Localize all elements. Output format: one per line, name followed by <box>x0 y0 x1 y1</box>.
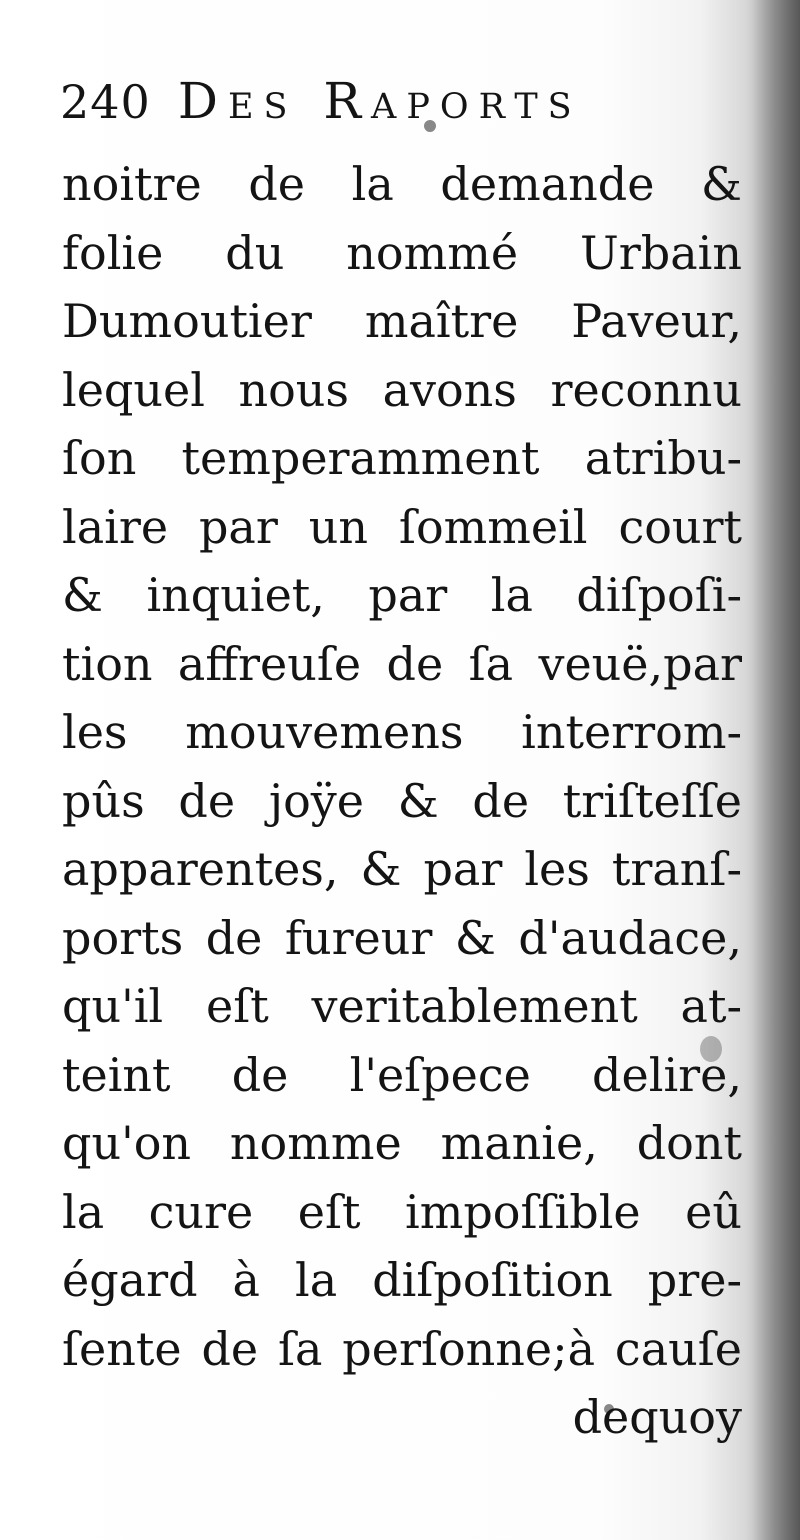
running-title: Des Raports <box>177 72 582 130</box>
body-text <box>62 150 742 1452</box>
text-line: apparentes, & par les tranſ- <box>62 842 742 896</box>
running-head <box>60 72 660 142</box>
text-line: la cure eſt impoſſible eû <box>62 1184 742 1239</box>
text-line: lequel nous avons reconnu <box>62 362 742 417</box>
text-line: Dumoutier maître Paveur, <box>62 294 742 348</box>
text-line: & inquiet, par la diſpoſi- <box>62 568 742 622</box>
page-number: 240 <box>60 75 151 129</box>
text-line: folie du nommé Urbain <box>62 225 742 280</box>
text-line: ſon temperamment atribu- <box>62 431 742 485</box>
text-line: noitre de la demande & <box>62 157 742 211</box>
text-line: tion affreuſe de ſa veuë,par <box>62 636 742 691</box>
text-line: égard à la diſpoſition pre- <box>62 1253 742 1307</box>
text-line: pûs de joÿe & de triſteſſe <box>62 773 742 828</box>
text-line: teint de l'eſpece delire, <box>62 1047 742 1102</box>
text-line: qu'il eſt veritablement at- <box>62 979 742 1033</box>
text-line: ports de fureur & d'audace, <box>62 910 742 965</box>
catchword: dequoy <box>572 1390 742 1444</box>
text-line: les mouvemens interrom- <box>62 705 742 759</box>
page-gutter-shadow <box>752 0 800 1540</box>
text-line: laire par un ſommeil court <box>62 499 742 554</box>
text-line: ſente de ſa perſonne;à cauſe <box>62 1321 742 1376</box>
text-line: qu'on nomme manie, dont <box>62 1116 742 1170</box>
